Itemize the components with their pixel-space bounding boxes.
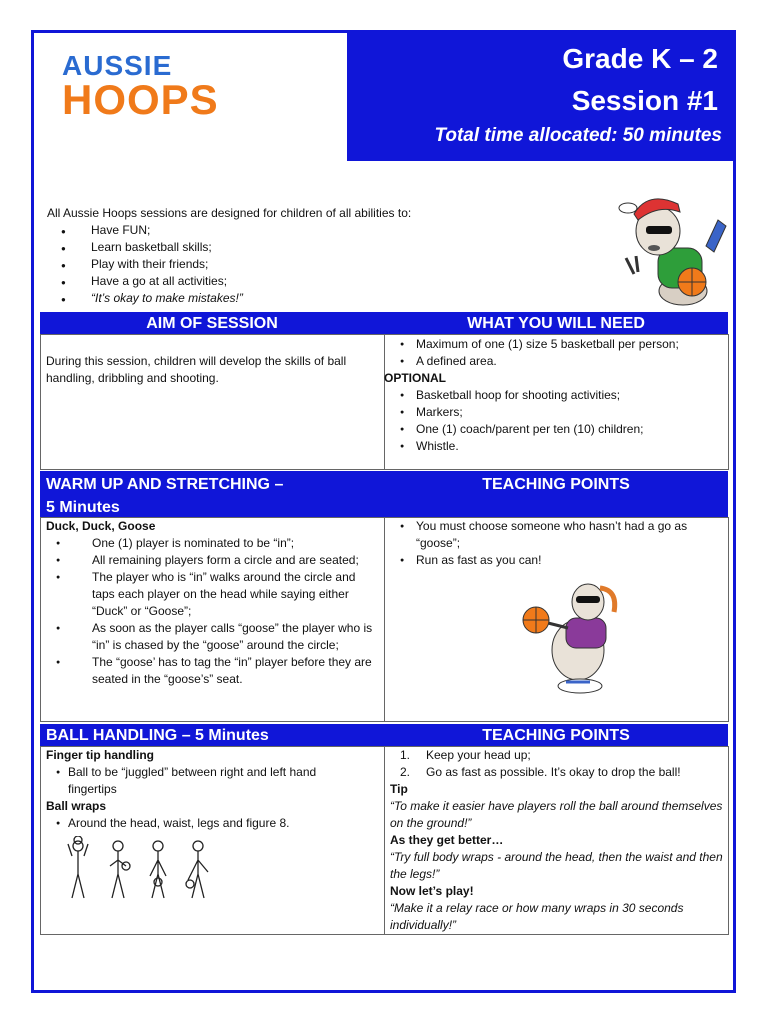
teaching1-item: ● Run as fast as you can! — [390, 552, 724, 569]
intro-bullet: ● Have a go at all activities; — [61, 273, 607, 290]
teaching2-item: 2. Go as fast as possible. It’s okay to drop the ball! — [400, 765, 681, 779]
optional-label: OPTIONAL — [384, 371, 446, 385]
teaching1-item: ● You must choose someone who hasn’t had a go as “goose”; — [390, 518, 724, 552]
wraps-subheading: Ball wraps — [46, 799, 107, 813]
grade-title: Grade K – 2 — [562, 43, 718, 74]
warmup-header-bar — [40, 471, 728, 517]
better-text: “Try full body wraps - around the head, then the waist and then the legs!” — [390, 850, 723, 881]
ball-list — [46, 747, 376, 832]
optional-item: ● One (1) coach/parent per ten (10) children; — [390, 421, 724, 438]
intro-bullet: ● Learn basketball skills; — [61, 239, 607, 256]
warmup-item: ● The player who is “in” walks around the circle and taps each player on the head while saying either “Duck” or “Goose”; — [46, 569, 376, 620]
warmup-heading — [46, 473, 376, 519]
teaching1-list — [390, 518, 724, 569]
need-heading: WHAT YOU WILL NEED — [467, 315, 645, 332]
intro-bullet: ● Have FUN; — [61, 222, 607, 239]
play-text: “Make it a relay race or how many wraps in 30 seconds individually!” — [390, 901, 684, 932]
teaching2-list — [390, 747, 724, 934]
session-title: Session #1 — [571, 85, 718, 116]
tip-text: “To make it easier have players roll the ball around themselves on the ground!” — [390, 799, 723, 830]
better-label: As they get better… — [390, 833, 504, 847]
logo-line-1: AUSSIE — [62, 50, 173, 81]
teaching2-item: 1. Keep your head up; — [400, 748, 531, 762]
aim-heading: AIM OF SESSION — [146, 315, 278, 332]
ball-heading: BALL HANDLING – 5 Minutes — [46, 727, 269, 744]
tip-label: Tip — [390, 782, 408, 796]
fingertip-subheading: Finger tip handling — [46, 748, 154, 762]
teaching2-heading: TEACHING POINTS — [482, 727, 630, 744]
ball-header-bar — [40, 724, 728, 746]
header-banner — [347, 33, 734, 161]
warmup-item: ● The “goose’ has to tag the “in” player before they are seated in the “goose’s” seat. — [46, 654, 376, 688]
intro-section — [47, 205, 607, 307]
aim-text: During this session, children will develop the skills of ball handling, dribbling and shooting. — [46, 354, 347, 385]
fingertip-item: ● Ball to be “juggled” between right and left hand fingertips — [46, 764, 376, 798]
total-time: Total time allocated: 50 minutes — [434, 125, 722, 146]
intro-bullet: ● Play with their friends; — [61, 256, 607, 273]
warmup-list — [46, 518, 376, 688]
need-item: ● A defined area. — [390, 353, 724, 370]
warmup-item: ● One (1) player is nominated to be “in”; — [46, 535, 376, 552]
teaching1-heading: TEACHING POINTS — [482, 476, 630, 493]
mascot-kangaroo-pass-image — [518, 578, 630, 700]
intro-text: All Aussie Hoops sessions are designed for children of all abilities to: — [47, 206, 412, 220]
wraps-item: ● Around the head, waist, legs and figure 8. — [46, 815, 376, 832]
ball-wrap-figures-image — [62, 836, 222, 902]
logo-line-2: HOOPS — [62, 76, 219, 123]
warmup-heading-line2: 5 Minutes — [46, 499, 120, 516]
warmup-heading-line1: WARM UP AND STRETCHING – — [46, 476, 284, 493]
warmup-item: ● All remaining players form a circle and are seated; — [46, 552, 376, 569]
optional-item: ● Markers; — [390, 404, 724, 421]
warmup-item: ● As soon as the player calls “goose” the player who is “in” is chased by the “goose” around the circle; — [46, 620, 376, 654]
need-list — [384, 336, 724, 455]
intro-bullet: ● “It’s okay to make mistakes!” — [61, 290, 607, 307]
mascot-kangaroo-cap-image — [618, 186, 728, 311]
need-item: ● Maximum of one (1) size 5 basketball per person; — [390, 336, 724, 353]
aussie-hoops-logo — [62, 50, 219, 123]
aim-need-header-bar — [40, 312, 728, 334]
optional-item: ● Whistle. — [390, 438, 724, 455]
game-title: Duck, Duck, Goose — [46, 519, 156, 533]
optional-item: ● Basketball hoop for shooting activities; — [390, 387, 724, 404]
play-label: Now let’s play! — [390, 884, 474, 898]
